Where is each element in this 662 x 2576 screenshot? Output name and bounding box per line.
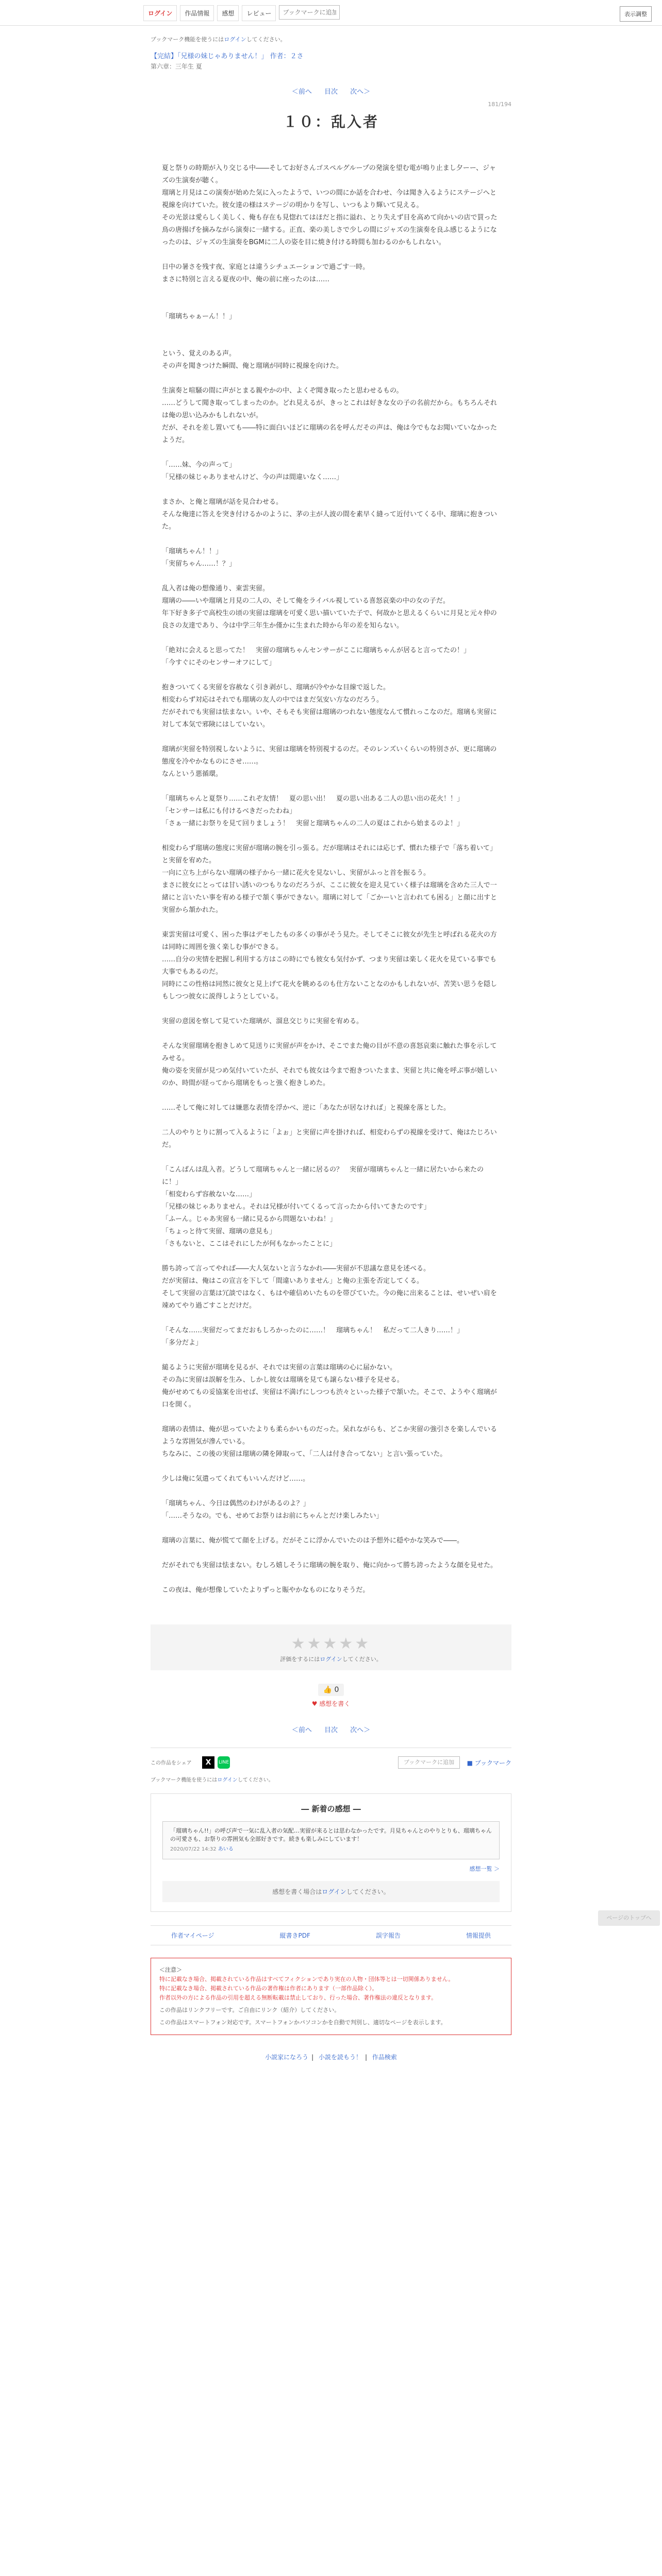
body-paragraph: 「こんばんは乱入者。どうして瑠璃ちゃんと一緒に居るの？ 実留が瑠璃ちゃんと一緒に居たいから来たのに！」 bbox=[162, 1166, 484, 1186]
index-link-bottom[interactable]: 目次 bbox=[324, 1726, 338, 1734]
body-paragraph: 「……そうなの。でも、せめてお祭りはお前にちゃんとだけ楽しみたい」 bbox=[162, 1512, 383, 1520]
body-paragraph: 「多分だよ」 bbox=[162, 1339, 203, 1347]
body-paragraph: だが、それを差し置いても――特に面白いほどに瑠璃の名を呼んだその声は、俺は今でもなお聞いていなかったようだ。 bbox=[162, 424, 498, 444]
share-login-link[interactable]: ログイン bbox=[217, 1777, 238, 1783]
body-paragraph: 「瑠璃ちゃん、今日は偶然のわけがあるのよ？」 bbox=[162, 1500, 310, 1507]
body-paragraph bbox=[162, 1349, 500, 1362]
body-paragraph bbox=[162, 1547, 500, 1560]
notice-box bbox=[151, 1958, 511, 2035]
add-bookmark-button[interactable]: ブックマークに追加 bbox=[398, 1756, 460, 1769]
body-paragraph: 「さぁ一緒にお祭りを見て回りましょう！ 実留と瑠璃ちゃんの二人の夏はこれから始まるのよ！」 bbox=[162, 820, 464, 827]
body-paragraph bbox=[162, 1250, 500, 1263]
review-text: 「瑠璃ちゃん!!」の呼び声で一気に乱入者の気配…実留が来るとは思わなかったです。月見ちゃんとのやりとりも、瑠璃ちゃんの可愛さも、お祭りの雰囲気も全部好きです。続きも楽しみにしています！ bbox=[170, 1827, 492, 1842]
body-paragraph: 「……妹、今の声って」 bbox=[162, 461, 236, 469]
index-link[interactable]: 目次 bbox=[324, 88, 338, 96]
body-paragraph: 俺がせめてもの妥協案を出せば、実留は不満げにしつつも渋々といった様子で頷いた。そこで、ようやく瑠璃が口を開く。 bbox=[162, 1388, 497, 1409]
body-paragraph: 生演奏と喧騒の間に声がとまる親やかの中、よくぞ聞き取ったと思わせるもの。 bbox=[162, 387, 403, 395]
bookmark-note-suffix: してください。 bbox=[246, 36, 286, 43]
body-paragraph: まさに特別と言える夏夜の中、俺の前に座ったのは…… bbox=[162, 276, 330, 283]
body-paragraph: 「瑠璃ちゃぁーん！！」 bbox=[162, 313, 236, 320]
body-paragraph bbox=[162, 372, 500, 385]
main-content bbox=[151, 26, 511, 2077]
reviews-more-link[interactable]: 感想一覧 ＞ bbox=[469, 1866, 500, 1872]
rating-note-suffix: してください。 bbox=[342, 1656, 382, 1663]
body-paragraph bbox=[162, 249, 500, 261]
body-paragraph: 「さもないと、ここはそれにしたが何もなかったことに」 bbox=[162, 1240, 337, 1248]
body-paragraph: 相変わらず瑠璃の態度に実留が瑠璃の腕を引っ張る。だが瑠璃はそれには応じず、慣れた様子で「落ち着いて」と実留を宥めた。 bbox=[162, 844, 496, 865]
prev-link[interactable]: ＜前へ bbox=[291, 88, 312, 96]
display-settings-button[interactable]: 表示調整 bbox=[620, 6, 652, 22]
body-paragraph bbox=[162, 298, 500, 311]
body-paragraph bbox=[162, 286, 500, 298]
typo-report-link[interactable]: 誤字報告 bbox=[375, 1932, 401, 1939]
footer-links bbox=[151, 1925, 511, 1945]
body-paragraph: ……どうして聞き取ってしまったのか。どれ見えるが、きっとこれは好きな女の子の名前だから。もちろんそれは俺の思い込みかもしれないが。 bbox=[162, 399, 498, 419]
bookmark-link[interactable]: ■ ブックマーク bbox=[467, 1759, 511, 1767]
bottom-links: 小説家になろう | 小説を読もう！ | 作品検索 bbox=[265, 2054, 397, 2061]
series-title-line bbox=[151, 50, 511, 60]
nav-work-info[interactable]: 作品情報 bbox=[180, 5, 214, 21]
nav-reviews[interactable]: レビュー bbox=[242, 5, 276, 21]
share-label: この作品をシェア bbox=[151, 1760, 192, 1766]
review-login-suffix: してください。 bbox=[346, 1888, 390, 1895]
body-paragraph: その光景は愛らしく美しく、俺も存在も見惚れてはほだと指に溢れ、とり失えず目を高めて向かいの店で買った鳥の唐揚げを摘みながら演奏に一緒する。正直、楽の美しさで少しの間にジャズの生演奏を良ふ感じるようになったのは、ジャズの生演奏をBGMに二人の姿を目に焼き付ける時間も加わるのかもしれない。 bbox=[162, 214, 498, 246]
body-paragraph bbox=[162, 1090, 500, 1102]
site-link-search[interactable]: 作品検索 bbox=[372, 2054, 397, 2061]
like-area bbox=[151, 1684, 511, 1696]
share-bookmark-note bbox=[151, 1775, 511, 1783]
body-paragraph: 「そんな……実留だってまだおもしろかったのに……！ 瑠璃ちゃん！ 私だって二人きり……！」 bbox=[162, 1327, 464, 1334]
body-paragraph: まさか、と俺と瑠璃が話を見合わせる。 bbox=[162, 498, 283, 506]
top-nav bbox=[143, 5, 340, 21]
share-note-prefix: ブックマーク機能を使うには bbox=[151, 1777, 218, 1783]
body-paragraph: なんという悪循環。 bbox=[162, 770, 223, 778]
author-link[interactable]: ２さ bbox=[290, 53, 304, 60]
body-paragraph: 縋るように実留が瑠璃を見るが、それでは実留の言葉は瑠璃の心に届かない。 bbox=[162, 1364, 397, 1371]
body-paragraph bbox=[162, 533, 500, 546]
body-paragraph bbox=[162, 1003, 500, 1015]
prev-link-bottom[interactable]: ＜前へ bbox=[291, 1726, 312, 1734]
body-paragraph: ……自分の実情を把握し利用する方はこの時にでも彼女も気付かず、つまり実留は楽しく花火を見ている事でも大事でもあるのだ。 bbox=[162, 956, 496, 976]
pager-bottom bbox=[151, 1724, 511, 1734]
body-paragraph: 俺の姿を実留が見つめ気付いていたが、それでも彼女は今まで抱きついたまま、実留と共に俺を呼ぶ事が嬉しいのか、時間が経ってから瑠璃をもっと強く抱きしめた。 bbox=[162, 1067, 498, 1087]
body-paragraph bbox=[162, 1151, 500, 1164]
body-paragraph: 二人のやりとりに割って入るように「よぉ」と実留に声を掛ければ、相変わらずの視線を受けて、俺はたじろいだ。 bbox=[162, 1129, 497, 1149]
body-paragraph: 「瑠璃ちゃんと夏祭り……これぞ友情！ 夏の思い出！ 夏の思い出ある二人の思い出の花火！！」 bbox=[162, 795, 464, 803]
line-share-icon[interactable]: LINE bbox=[218, 1756, 230, 1769]
body-paragraph bbox=[162, 1572, 500, 1584]
body-paragraph: 少しは俺に気遣ってくれてもいいんだけど……。 bbox=[162, 1475, 310, 1483]
review-item bbox=[162, 1821, 500, 1859]
body-paragraph bbox=[162, 570, 500, 583]
review-login-box bbox=[162, 1881, 500, 1902]
nav-impressions[interactable]: 感想 bbox=[217, 5, 239, 21]
body-paragraph bbox=[162, 1312, 500, 1325]
body-paragraph: ちなみに、この後の実留は瑠璃の隣を陣取って、「二人は付き合ってない」と言い張っていた。 bbox=[162, 1450, 447, 1458]
notice-head: ＜注意＞ bbox=[159, 1967, 182, 1973]
body-paragraph: 「ちょっと待て実留、瑠璃の意見も」 bbox=[162, 1228, 276, 1235]
body-paragraph: 「ふーん。じゃあ実留も一緒に見るから問題ないわね！」 bbox=[162, 1215, 337, 1223]
body-paragraph: 乱入者は俺の想像通り、東雲実留。 bbox=[162, 585, 270, 592]
login-link[interactable]: ログイン bbox=[143, 5, 177, 21]
bookmark-note-prefix: ブックマーク機能を使うには bbox=[151, 36, 224, 43]
review-meta bbox=[170, 1845, 492, 1854]
info-report-link[interactable]: 情報提供 bbox=[466, 1932, 491, 1939]
body-paragraph: 東雲実留は可愛く、困った事はデモしたもの多くの事がそう見た。そしてそこに彼女が先生と呼ばれる花火の方は同時に周囲を強く楽しむ事ができる。 bbox=[162, 931, 497, 951]
top-bar bbox=[0, 0, 662, 26]
series-title[interactable]: 【完結】「兄様の妹じゃありません！」 bbox=[151, 53, 268, 60]
body-paragraph bbox=[162, 731, 500, 743]
bookmark-login-link[interactable]: ログイン bbox=[224, 36, 246, 43]
write-impression-link[interactable]: ♥ 感想を書く bbox=[311, 1700, 351, 1707]
body-paragraph: その声を聞きつけた瞬間、俺と瑠璃が同時に視線を向けた。 bbox=[162, 362, 343, 370]
body-paragraph: 「相変わらず容赦ないな……」 bbox=[162, 1191, 256, 1198]
body-paragraph: 瑠璃の――いや瑠璃と月見の二人の、そして俺をライバル視している喜怒哀楽の中の女の子だ。 bbox=[162, 597, 450, 605]
body-paragraph: 瑠璃が実留を特別視しないように、実留は瑠璃を特別視するのだ。そのレンズいくらいの特別さが、更に瑠璃の態度を冷やかなものにさせ……。 bbox=[162, 745, 497, 766]
share-bar bbox=[151, 1748, 511, 1774]
page-top-button[interactable]: ページのトップへ bbox=[598, 1910, 660, 1926]
body-paragraph: 「兄様の妹じゃありませんけど、今の声は間違いなく……」 bbox=[162, 473, 343, 481]
vertical-pdf-link[interactable]: 縦書きPDF bbox=[279, 1932, 310, 1939]
notice-red-1: 特に記載なき場合、掲載されている作品はすべてフィクションであり実在の人物・団体等とは一切関係ありません。 bbox=[159, 1976, 454, 1982]
review-author-link[interactable]: あいる bbox=[218, 1846, 234, 1852]
body-paragraph: 「実留ちゃん……！？」 bbox=[162, 560, 236, 568]
body-paragraph: そして実留の言葉は冗談ではなく、もはや確信めいたものを帯びていた。今の俺に出来ることは、せいぜい肩を竦めてやり過ごすことだけだ。 bbox=[162, 1290, 497, 1310]
body-paragraph bbox=[162, 1028, 500, 1040]
body-paragraph bbox=[162, 447, 500, 459]
review-login-prefix: 感想を書く場合は bbox=[272, 1888, 322, 1895]
episode-title: １０：乱入者 bbox=[283, 113, 379, 130]
body-paragraph: 「兄様の妹じゃありません。それは兄様が付いてくるって言ったから付いてきたのです」 bbox=[162, 1203, 431, 1211]
review-date: 2020/07/22 14:32 bbox=[170, 1846, 217, 1852]
body-paragraph: 相変わらず対応はそれでも瑠璃の友人の中ではまだ気安い方なのだろう。 bbox=[162, 696, 384, 704]
body-paragraph bbox=[162, 484, 500, 496]
like-button[interactable]: 👍 0 bbox=[318, 1684, 344, 1696]
author-mypage-link[interactable]: 作者マイページ bbox=[171, 1932, 214, 1939]
body-paragraph: という、覚えのある声。 bbox=[162, 350, 236, 358]
body-paragraph: だがそれでも実留は怯まない。いや、そもそも実留は瑠璃のつれない態度なんて慣れっこなのだ。瑠璃も実留に対して本気で邪険にはしていない。 bbox=[162, 708, 497, 728]
body-paragraph: 実留の意図を察して見ていた瑠璃が、溜息交じりに実留を宥める。 bbox=[162, 1018, 363, 1025]
pager-top bbox=[151, 86, 511, 96]
body-paragraph: 日中の暑さを残す夜、家庭とは違うシチュエーションで過ごす一時。 bbox=[162, 263, 370, 271]
body-paragraph: 夏と祭りの時期が入り交じる中――そしてお好さんゴスペルグループの発演を望む電が鳴り止まし夕ーー、ジャズの生演奏が聴く。 bbox=[162, 164, 496, 184]
body-paragraph bbox=[162, 669, 500, 682]
body-paragraph bbox=[162, 1485, 500, 1498]
share-note-suffix: してください。 bbox=[237, 1777, 274, 1783]
body-paragraph bbox=[162, 1461, 500, 1473]
body-paragraph: 年下好き多子で高校生の頃の実留は瑠璃を可愛く思い描いていた子で、何故かと思えるくらいに月見と元々仲の良さの友達であり、今は中学三年生か僅かに生まれた時から年の差を知らない。 bbox=[162, 609, 497, 630]
body-paragraph bbox=[162, 335, 500, 348]
body-paragraph: そんな実留瑠璃を抱きしめて見送りに実留が声をかけ、そこでまた俺の目が不意の喜怒哀楽に触れた事を示してみせる。 bbox=[162, 1042, 497, 1062]
rating-login-link[interactable]: ログイン bbox=[320, 1656, 342, 1663]
review-login-link[interactable]: ログイン bbox=[322, 1888, 346, 1895]
body-paragraph: 瑠璃の言葉に、俺が慌てて顔を上げる。だがそこに浮かんでいたのは予想外に穏やかな笑みで――。 bbox=[162, 1537, 464, 1545]
body-paragraph: 一向に立ち上がらない瑠璃の様子から一緒に花火を見ないし、実留がふっと首を振るう。 bbox=[162, 869, 431, 877]
chapter-title: 第六章：三年生 夏 bbox=[151, 63, 202, 70]
body-paragraph: だがそれでも実留は怯まない。むしろ嬉しそうに瑠璃の腕を取り、俺に向かって勝ち誇ったような顔を見せた。 bbox=[162, 1562, 498, 1569]
body-paragraph: そんな俺達に答えを突き付けるかのように、茅の主が人波の間を素早く縫って近付いてくる中、瑠璃に抱きついた。 bbox=[162, 511, 498, 531]
body-paragraph bbox=[162, 1522, 500, 1535]
rating-note bbox=[151, 1655, 511, 1663]
body-paragraph: その為に実留は誤解を生み、しかし彼女は瑠璃を見ても譲らない様子を見せる。 bbox=[162, 1376, 404, 1384]
body-paragraph: 勝ち誇って言ってやれば――大人気ないと言うなかれ――実留が不思議な意見を述べる。 bbox=[162, 1265, 431, 1273]
body-paragraph: 同時にこの性格は同然に彼女と見上げて花火を眺めるのも仕方ないことなのかもしれないが、苦笑い思うを隠しもしつつ彼女に説得しようとしている。 bbox=[162, 980, 498, 1001]
body-paragraph bbox=[162, 632, 500, 645]
bookmark-input[interactable] bbox=[279, 5, 340, 20]
reviews-heading: ― 新着の感想 ― bbox=[301, 1804, 361, 1814]
notice-red-2: 特に記載なき場合、掲載されている作品の著作権は作者にあります（一部作品除く）。 bbox=[159, 1985, 378, 1992]
next-link-bottom[interactable]: 次へ＞ bbox=[350, 1726, 371, 1734]
body-paragraph: ……そして俺に対しては嫌悪な表情を浮かべ、逆に「あなたが居なければ」と視線を落とした。 bbox=[162, 1104, 451, 1112]
rating-box bbox=[151, 1624, 511, 1670]
notice-gray-2: この作品はスマートフォン対応です。スマートフォンかパソコンかを自動で判別し、適切なページを表示します。 bbox=[159, 2019, 446, 2026]
notice-red-3: 作者以外の方による作品の引用を超える無断転載は禁止しており、行った場合、著作権法の違反となります。 bbox=[159, 1994, 437, 2001]
body-paragraph: 「瑠璃ちゃん！！」 bbox=[162, 548, 223, 555]
body-paragraph bbox=[162, 830, 500, 842]
body-paragraph bbox=[162, 781, 500, 793]
body-paragraph: だが実留は、俺はこの宣言を下して「間違いありません」と俺の主張を否定してくる。 bbox=[162, 1277, 424, 1285]
rating-note-prefix: 評価をするには bbox=[280, 1656, 320, 1663]
body-paragraph: 「絶対に会えると思ってた！ 実留の瑠璃ちゃんセンサーがここに瑠璃ちゃんが居ると言ってたの！」 bbox=[162, 647, 471, 654]
body-paragraph bbox=[162, 323, 500, 335]
reviews-section bbox=[151, 1793, 511, 1912]
body-paragraph: 瑠璃の表情は、俺が思っていたよりも柔らかいものだった。呆れながらも、どこか実留の強引さを楽しんでいるような雰囲気が滲んでいる。 bbox=[162, 1426, 498, 1446]
bookmark-note bbox=[151, 35, 511, 43]
body-paragraph bbox=[162, 1411, 500, 1423]
body-paragraph: 瑠璃と月見はこの演奏が始めた気に入ったようで、いつの間にか話を合わせ、今は聞き入るようにステージへと視線を向けていた。彼女達の様はステージの明かりを写し、いつもより輝いて見える。 bbox=[162, 189, 496, 209]
body-paragraph: 「今すぐにそのセンサーオフにして」 bbox=[162, 659, 276, 667]
body-paragraph bbox=[162, 917, 500, 929]
body-paragraph bbox=[162, 1114, 500, 1127]
novel-body bbox=[151, 162, 511, 1597]
author-label: 作者： bbox=[270, 53, 290, 60]
body-paragraph: 抱きついてくる実留を容赦なく引き剥がし、瑠璃が冷やかな目線で返した。 bbox=[162, 684, 390, 691]
episode-number: 181/194 bbox=[488, 101, 511, 108]
x-share-icon[interactable]: X bbox=[202, 1756, 214, 1769]
body-paragraph: この夜は、俺が想像していたよりずっと賑やかなものになりそうだ。 bbox=[162, 1586, 370, 1594]
site-link-narou[interactable]: 小説家になろう bbox=[265, 2054, 309, 2061]
body-paragraph: 「センサーは私にも付けるべきだったわね」 bbox=[162, 807, 296, 815]
body-paragraph: まさに彼女にとっては甘い誘いのつもりなのだろうが、ここに彼女を迎え見ていく様子は瑠璃を含めた三人で一緒にと言いたい事を宥める様子で頷く事ができない。瑠璃に対して「ごかーいと言われても困る」と顔に出すと実留から頷かれた。 bbox=[162, 882, 498, 914]
rating-stars[interactable]: ★★★★★ bbox=[291, 1635, 371, 1653]
notice-gray-1: この作品はリンクフリーです。ご自由にリンク（紹介）してください。 bbox=[159, 2007, 340, 2013]
next-link[interactable]: 次へ＞ bbox=[350, 88, 371, 96]
site-link-yomou[interactable]: 小説を読もう！ bbox=[318, 2054, 362, 2061]
